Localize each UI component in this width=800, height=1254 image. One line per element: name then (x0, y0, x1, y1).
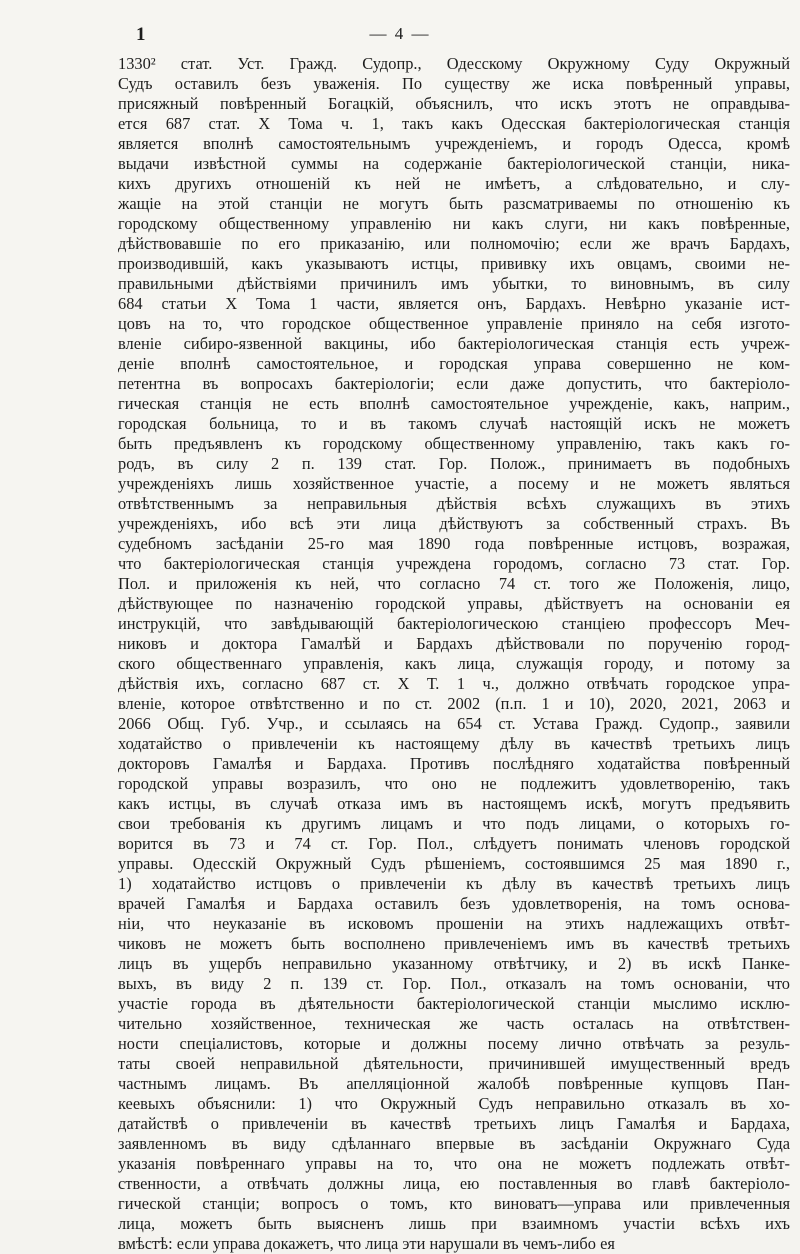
text-line: чительно хозяйственное, техническая же часть осталась на отвѣтствен- (118, 1014, 790, 1033)
text-line: врачей Гамалѣя и Бардаха оставилъ безъ удовлетворенія, на томъ основа- (118, 894, 790, 913)
text-line: правильными дѣйствіями причинилъ имъ убытки, то виновнымъ, въ силу (118, 274, 790, 293)
text-line: 1) ходатайство истцовъ о привлеченіи къ дѣлу въ качествѣ третьихъ лицъ (118, 874, 790, 893)
text-line: 2066 Общ. Губ. Учр., и ссылаясь на 654 ст. Устава Гражд. Судопр., заявили (118, 714, 790, 733)
text-line: 684 статьи X Тома 1 части, является онъ, Бардахъ. Невѣрно указаніе ист- (118, 294, 790, 313)
text-line: таты своей неправильной дѣятельности, причинившей имущественный вредъ (118, 1054, 790, 1073)
body-text (118, 54, 790, 1254)
text-line: учрежденіяхъ, ибо всѣ эти лица дѣйствуютъ за собственный страхъ. Въ (118, 514, 790, 533)
text-line: свои требованія къ другимъ лицамъ и что подъ лицами, о которыхъ го- (118, 814, 790, 833)
text-line: цовъ на то, что городское общественное управленіе приняло на себя изгото- (118, 314, 790, 333)
text-line: учрежденіяхъ лишь хозяйственное участіе, а посему и не можетъ являться (118, 474, 790, 493)
text-line: кихъ другихъ отношеній къ ней не имѣетъ, а слѣдовательно, и слу- (118, 174, 790, 193)
text-line: гическая станція не есть вполнѣ самостоятельное учрежденіе, какъ, наприм., (118, 394, 790, 413)
text-line: городская больница, то и въ такомъ случаѣ настоящій искъ не можетъ (118, 414, 790, 433)
text-line: дѣйствовавшіе по его приказанію, или полномочію; если же врачъ Бардахъ, (118, 234, 790, 253)
text-line: заявленномъ въ виду сдѣланнаго впервые въ засѣданіи Окружнаго Суда (118, 1134, 790, 1153)
text-line: датайствѣ о привлеченіи въ качествѣ третьихъ лицъ Гамалѣя и Бардаха, (118, 1114, 790, 1133)
text-line: петентна въ вопросахъ бактеріологіи; если даже допустить, что бактеріоло- (118, 374, 790, 393)
text-line: выхъ, въ виду 2 п. 139 ст. Гор. Пол., отказалъ на томъ основаніи, что (118, 974, 790, 993)
text-line: ского общественнаго управленія, какъ лица, служащія городу, и потому за (118, 654, 790, 673)
text-line: никовъ и доктора Гамалѣй и Бардахъ дѣйствовали по порученію город- (118, 634, 790, 653)
text-line: ственности, а отвѣчать должны лица, ею поставленныя во главѣ бактеріоло- (118, 1174, 790, 1193)
text-line: жащіе на этой станціи не могутъ быть разсматриваемы по отношенію къ (118, 194, 790, 213)
text-line: дѣйствующее по назначенію городской управы, дѣйствуетъ на основаніи ея (118, 594, 790, 613)
text-line: вленіе сибиро-язвенной вакцины, ибо бактеріологическая станція есть учреж- (118, 334, 790, 353)
text-line: указанія повѣреннаго управы на то, что она не можетъ подлежать отвѣт- (118, 1154, 790, 1173)
text-line: ворится въ 73 и 74 ст. Гор. Пол., слѣдуетъ понимать членовъ городской (118, 834, 790, 853)
text-line: дѣйствія ихъ, согласно 687 ст. X Т. 1 ч., должно отвѣчать городское упра- (118, 674, 790, 693)
text-line: отвѣтственнымъ за неправильныя дѣйствія всѣхъ служащихъ въ этихъ (118, 494, 790, 513)
corner-mark: 1 (136, 24, 146, 45)
text-line: Пол. и приложенія къ ней, что согласно 74 ст. того же Положенія, лицо, (118, 574, 790, 593)
text-line: родъ, въ силу 2 п. 139 стат. Гор. Полож., принимаетъ въ подобныхъ (118, 454, 790, 473)
text-line: городской управы возразилъ, что оно не подлежитъ удовлетворенію, такъ (118, 774, 790, 793)
text-line: вмѣстѣ: если управа докажетъ, что лица эти нарушали въ чемъ-либо ея (118, 1234, 615, 1253)
text-line: гической станціи; вопросъ о томъ, кто виноватъ—управа или привлеченныя (118, 1194, 790, 1213)
text-line: частнымъ лицамъ. Въ апелляціонной жалобѣ повѣренные купцовъ Пан- (118, 1074, 790, 1093)
text-line: городскому общественному управленію ни какъ слуги, ни какъ повѣренные, (118, 214, 790, 233)
text-line: является вполнѣ самостоятельнымъ учрежденіемъ, и городъ Одесса, кромѣ (118, 134, 790, 153)
text-line: деніе вполнѣ самостоятельное, и городская управа совершенно не ком- (118, 354, 790, 373)
text-line: Судъ оставилъ безъ уваженія. По существу же иска повѣренный управы, (118, 74, 790, 93)
text-line: выдачи извѣстной суммы на содержаніе бактеріологической станціи, ника- (118, 154, 790, 173)
text-line: управы. Одесскій Окружный Судъ рѣшеніемъ, состоявшимся 25 мая 1890 г., (118, 854, 790, 873)
text-line: 1330² стат. Уст. Гражд. Судопр., Одесскому Окружному Суду Окружный (118, 54, 790, 73)
text-line: производившій, какъ указываютъ истцы, прививку ихъ овцамъ, своими не- (118, 254, 790, 273)
text-line: участіе города въ дѣятельности бактеріологической станціи мыслимо исклю- (118, 994, 790, 1013)
text-line: какъ истцы, въ случаѣ отказа имъ въ настоящемъ искѣ, могутъ предъявить (118, 794, 790, 813)
text-line: кеевыхъ объяснили: 1) что Окружный Судъ неправильно отказалъ въ хо- (118, 1094, 790, 1113)
text-line: лица, можетъ быть выясненъ лишь при взаимномъ участіи всѣхъ ихъ (118, 1214, 790, 1233)
page-number: — 4 — (369, 24, 431, 43)
text-line: присяжный повѣренный Богацкій, объяснилъ, что искъ этотъ не оправдыва- (118, 94, 790, 113)
text-line: чиковъ не можетъ быть восполнено привлеченіемъ имъ въ качествѣ третьихъ (118, 934, 790, 953)
text-line: ходатайство о привлеченіи къ настоящему дѣлу въ качествѣ третьихъ лицъ (118, 734, 790, 753)
text-line: вленіе, которое отвѣтственно и по ст. 2002 (п.п. 1 и 10), 2020, 2021, 2063 и (118, 694, 790, 713)
text-line: ности спеціалистовъ, которые и должны посему лично отвѣчать за резуль- (118, 1034, 790, 1053)
page-header (0, 22, 800, 52)
text-line: лицъ въ ущербъ неправильно указанному отвѣтчику, и 2) въ искѣ Панке- (118, 954, 790, 973)
text-line: судебномъ засѣданіи 25-го мая 1890 года повѣренные истцовъ, возражая, (118, 534, 790, 553)
text-line: докторовъ Гамалѣя и Бардаха. Противъ послѣдняго ходатайства повѣренный (118, 754, 790, 773)
text-line: что бактеріологическая станція учреждена городомъ, согласно 73 стат. Гор. (118, 554, 790, 573)
text-line: ніи, что неуказаніе въ исковомъ прошеніи на этихъ надлежащихъ отвѣт- (118, 914, 790, 933)
text-line: ется 687 стат. X Тома ч. 1, такъ какъ Одесская бактеріологическая станція (118, 114, 790, 133)
text-line: инструкцій, что завѣдывающій бактеріологическою станціею профессоръ Меч- (118, 614, 790, 633)
text-line: быть предъявленъ къ городскому общественному управленію, такъ какъ го- (118, 434, 790, 453)
